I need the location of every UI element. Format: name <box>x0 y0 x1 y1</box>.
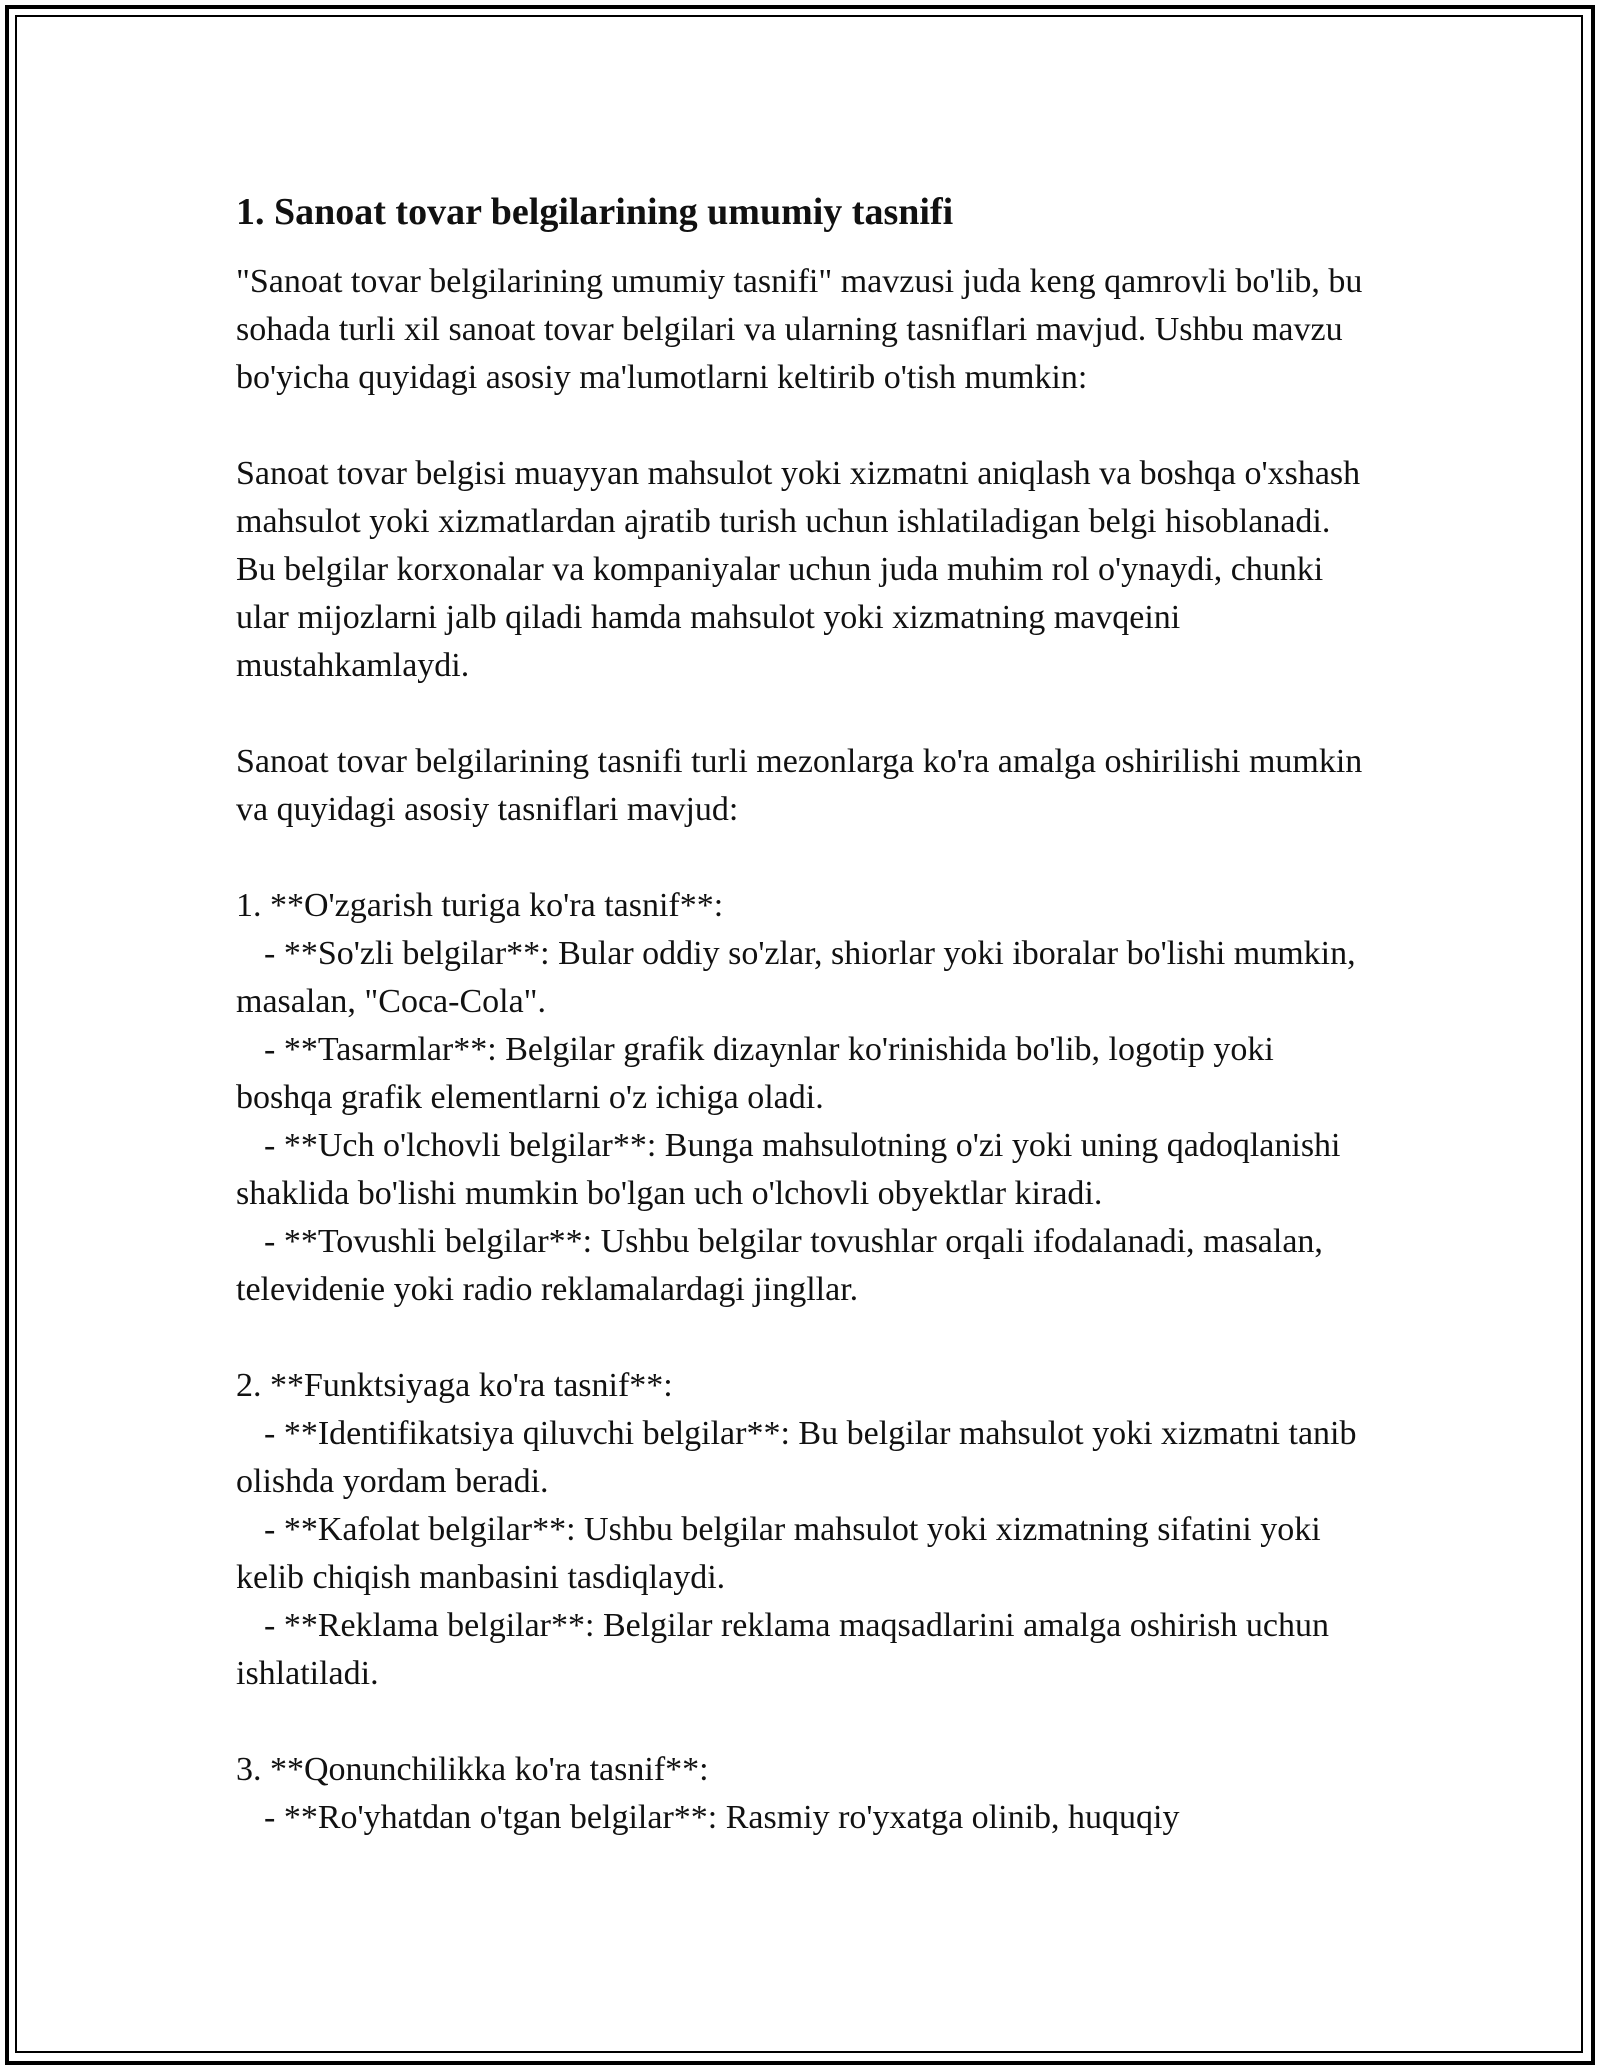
spacer <box>236 402 1376 450</box>
intro-paragraph: "Sanoat tovar belgilarining umumiy tasnifi" mavzusi juda keng qamrovli bo'lib, bu sohada turli xil sanoat tovar belgilari va ularning tasniflari mavjud. Ushbu mavzu bo'yicha quyidagi asosiy ma'lumotlarni keltirib o'tish mumkin: <box>236 263 1371 396</box>
definition-paragraph: Sanoat tovar belgisi muayyan mahsulot yoki xizmatni aniqlash va boshqa o'xshash mahsulot yoki xizmatlardan ajratib turish uchun ishlatiladigan belgi hisoblanadi. Bu belgilar korxonalar va kompaniyalar uchun juda muhim rol o'ynaydi, chunki ular mijozlarni jalb qiladi hamda mahsulot yoki xizmatning mavqeini mustahkamlaydi. <box>236 455 1369 684</box>
spacer <box>236 1314 1376 1362</box>
spacer <box>236 834 1376 882</box>
list-item: - **Reklama belgilar**: Belgilar reklama maqsadlarini amalga oshirish uchun ishlatiladi. <box>236 1607 1338 1692</box>
section-heading: 3. **Qonunchilikka ko'ra tasnif**: <box>236 1751 709 1788</box>
list-item: - **Ro'yhatdan o'tgan belgilar**: Rasmiy ro'yxatga olinib, huquqiy <box>264 1799 1180 1836</box>
section-heading: 1. **O'zgarish turiga ko'ra tasnif**: <box>236 887 724 924</box>
document-body <box>236 188 1376 1842</box>
list-item: - **Identifikatsiya qiluvchi belgilar**: Bu belgilar mahsulot yoki xizmatni tanib olishda yordam beradi. <box>236 1415 1365 1500</box>
section-2 <box>236 1362 1376 1698</box>
document-title: 1. Sanoat tovar belgilarining umumiy tasnifi <box>236 191 954 233</box>
classification-intro-paragraph: Sanoat tovar belgilarining tasnifi turli mezonlarga ko'ra amalga oshirilishi mumkin va quyidagi asosiy tasniflari mavjud: <box>236 743 1371 828</box>
section-3 <box>236 1746 1376 1842</box>
list-item: - **Tovushli belgilar**: Ushbu belgilar tovushlar orqali ifodalanadi, masalan, televidenie yoki radio reklamalardagi jingllar. <box>236 1223 1332 1308</box>
list-item: - **Tasarmlar**: Belgilar grafik dizaynlar ko'rinishida bo'lib, logotip yoki boshqa grafik elementlarni o'z ichiga oladi. <box>236 1031 1283 1116</box>
section-heading: 2. **Funktsiyaga ko'ra tasnif**: <box>236 1367 673 1404</box>
section-1 <box>236 882 1376 1314</box>
spacer <box>236 1698 1376 1746</box>
list-item: - **Uch o'lchovli belgilar**: Bunga mahsulotning o'zi yoki uning qadoqlanishi shaklida bo'lishi mumkin bo'lgan uch o'lchovli obyektlar kiradi. <box>236 1127 1349 1212</box>
list-item: - **Kafolat belgilar**: Ushbu belgilar mahsulot yoki xizmatning sifatini yoki kelib chiqish manbasini tasdiqlaydi. <box>236 1511 1330 1596</box>
list-item: - **So'zli belgilar**: Bular oddiy so'zlar, shiorlar yoki iboralar bo'lishi mumkin, masalan, "Coca-Cola". <box>236 935 1365 1020</box>
spacer <box>236 690 1376 738</box>
